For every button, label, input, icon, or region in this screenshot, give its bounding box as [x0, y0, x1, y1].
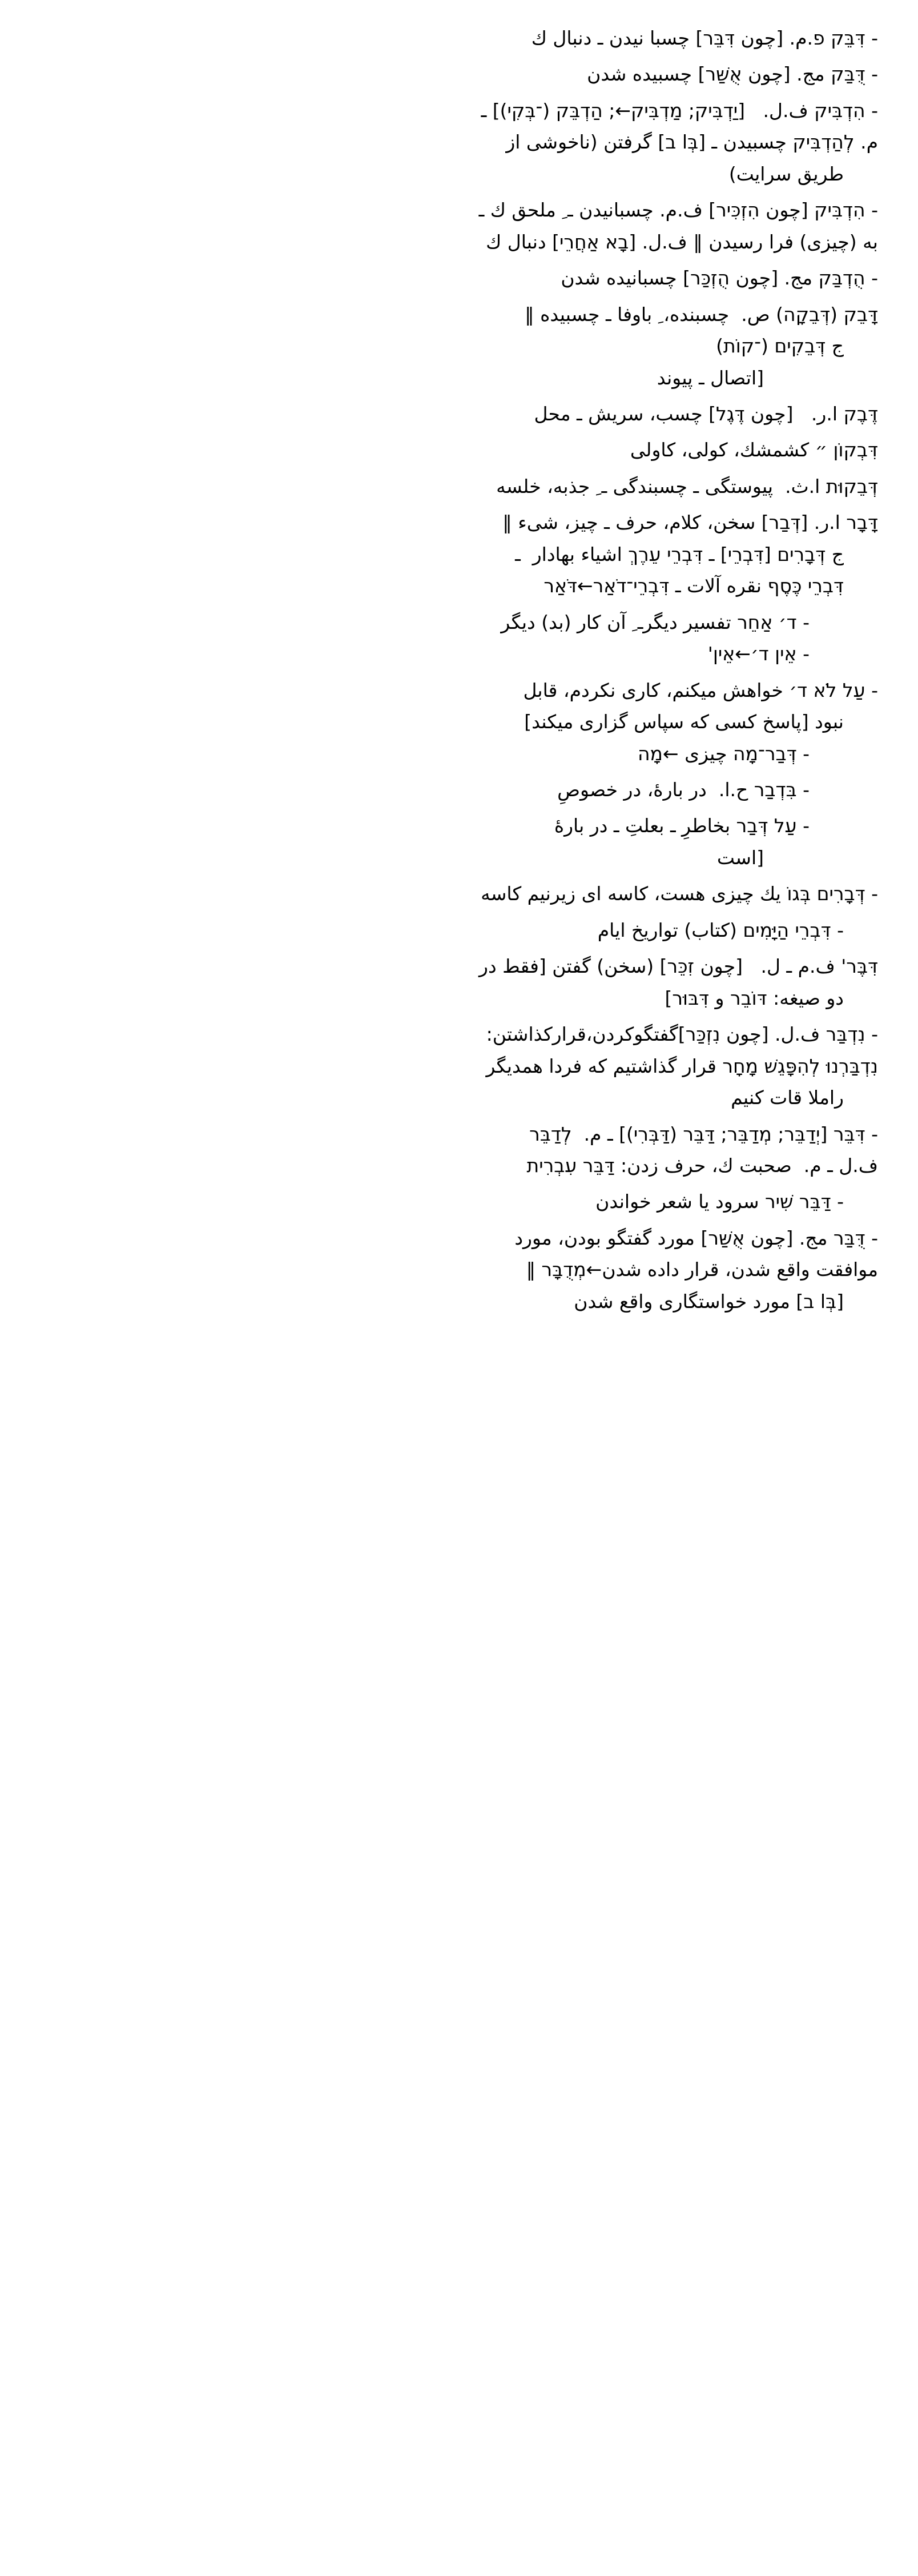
entry-line: ‑ דֻּבַּר مج. [چون אֻשַּׁר] مورد گفتگو بودن، مورد [514, 1226, 878, 1249]
entry-line: ‑ הֻדְבַּק مج. [چون הֻזְכַּר] چسبانیده شدن [561, 267, 878, 290]
entry-line: דִּבֶּר' ف.م ـ ل. [چون זִכֵּר] (سخن) گفتن [فقط در [479, 955, 878, 978]
entry-line: ‑ הִדְבִּיק [چون הִזְכִּיר] ف.م. چسبانیدن ـ ِ ملحق ك ـ [478, 199, 878, 222]
entry-line: דָּבָר ا.ر. [דְּבַר] سخن، كلام، حرف ـ چیز، شیء ‖ [502, 511, 878, 534]
entry-line: ‑ דִּבֵּר [יְדַבֵּר; מְדַבֵּר; דַּבֵּר (דַּבְּרִי)] ـ م. לְדַבֵּר [529, 1122, 878, 1145]
entry-line: ‑ דַּבֵּר שִׁיר سرود یا شعر خواندن [595, 1190, 844, 1213]
entry-line: ‑ דְּבַר־מָה چیزی ←מָה [638, 742, 810, 765]
entry-line: دو صیغه: דּוֹבֵר و דִּבּוּר] [665, 986, 844, 1009]
entry-line: ج דְּבָרִים [דִּבְרֵי] ـ דִּבְרֵי עֵרֶךְ اشیاء بهادار ـ [515, 543, 844, 565]
entry-line: راملا قات كنیم [731, 1086, 844, 1109]
entry-line: דִּבְרֵי כֶּסֶף نقره آلات ـ דִּבְרֵי־דֹאַר←דֹּאַר [543, 575, 844, 597]
entry-line: ‑ דִּבְרֵי הַיָּמִים (كتاب) تواریخ ایام [597, 918, 844, 941]
entry-line: م. לְהַדְבִּיק چسبیدن ـ [בְּا ב] گرفتن (ناخوشی از [506, 131, 878, 154]
entry-line: דֶּבֶק ا.ر. [چون דֶּגֶל] چسب، سریش ـ محل [534, 402, 878, 425]
entry-line: ‑ ד׳ אַחֵר تفسیر دیگرـ ِ آن كار (بد) دیگر [501, 611, 810, 633]
entry-line: ‑ דְּבָרִים בְּגוֹ یك چیزی هست، كاسه ای زیرنیم كاسه [481, 882, 878, 905]
entries-container [34, 23, 878, 1317]
entry-line: דָּבֵק (דְּבֵקָה) ص. چسبنده، ِ باوفا ـ چسبیده ‖ [525, 303, 878, 326]
entry-line: ‑ דִּבֵּק פ.م. [چون דִּבֵּר] چسبا نیدن ـ دنبال ك [531, 27, 878, 49]
entry-line: נִדְבַּרְנוּ לְהִפָּגֵשׁ מָחָר قرار گذاشتیم كه فردا همدیگر [486, 1054, 878, 1077]
entry-line: ‑ עַל לֹא ד׳ خواهش میكنم، كاری نكردم، قابل [523, 679, 878, 701]
entry-line: به (چیزی) فرا رسیدن ‖ ف.ل. [בָא אַחֲרֵי] دنبال ك [486, 230, 878, 253]
entry-line: ‑ אֵין ד׳←אֵין' [707, 643, 810, 665]
entry-line: [בְּا ב] مورد خواستگاری واقع شدن [574, 1290, 844, 1313]
entry-line: ف.ل ـ م. صحبت ك، حرف زدن: דַּבֵּר עִבְרִית [526, 1154, 878, 1177]
entry-line: ‑ עַל דְּבַר بخاطرِ ـ بعلتِ ـ در بارهٔ [554, 814, 810, 837]
entry-line: ‑ דֻּבַּק مج. [چون אֻשַּׁר] چسبیده شدن [587, 63, 878, 86]
entry-line: [است [716, 846, 764, 869]
entry-line: ‑ בִּדְבַר ح.ا. در بارهٔ، در خصوصِ [557, 778, 810, 801]
entry-line: [اتصال ـ پیوند [657, 366, 764, 389]
entry-line: موافقت واقع شدن، قرار داده شدن←מְדֻבָּר ‖ [526, 1258, 878, 1281]
entry-line: نبود [پاسخ كسی كه سپاس گزاری میكند] [524, 711, 844, 733]
entry-line: ج דְּבֵקִים (־קוֹת) [716, 335, 844, 358]
entry-line: דְּבֵקוּת ا.ث. پیوستگی ـ چسبندگی ـ ِ جذبه، خلسه [496, 475, 878, 497]
entry-line: דִּבְקוֹן ״ كشمشك، كولی، كاولی [630, 439, 878, 462]
entry-line: طریق سرایت) [728, 162, 844, 185]
entry-line: ‑ נִדְבַּר ف.ل. [چون נִזְכַּר]گفتگوكردن،قراركذاشتن: [486, 1023, 878, 1046]
entry-line: ‑ הִדְבִּיק ف.ل. [יַדְבִּיק; מַדְבִּיק←; הַדְבֵּק (־בְּקִי)] ـ [481, 99, 878, 122]
